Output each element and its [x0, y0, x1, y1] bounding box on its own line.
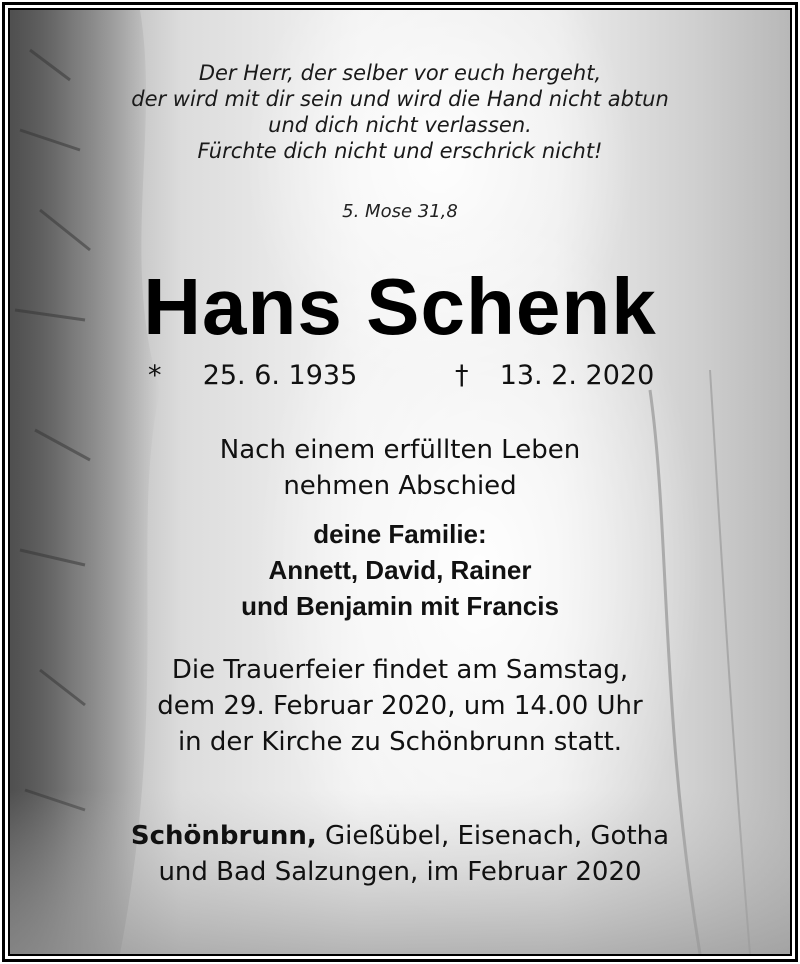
first-place: Schönbrunn,	[130, 821, 317, 851]
service-line: in der Kirche zu Schönbrunn statt.	[177, 727, 623, 757]
places-line	[10, 818, 790, 854]
service-line: dem 29. Februar 2020, um 14.00 Uhr	[157, 691, 643, 721]
verse-reference: 5. Mose 31,8	[342, 201, 458, 222]
farewell-text	[10, 432, 790, 504]
family-line: deine Familie:	[313, 519, 487, 549]
notice-content	[10, 10, 790, 954]
farewell-line: Nach einem erfüllten Leben	[219, 435, 581, 465]
places-line: und Bad Salzungen, im Februar 2020	[158, 857, 642, 887]
service-line: Die Trauerfeier findet am Samstag,	[171, 655, 629, 685]
family-line: und Benjamin mit Francis	[241, 591, 559, 621]
other-places: Gießübel, Eisenach, Gotha	[316, 821, 670, 851]
verse-line: Fürchte dich nicht und erschrick nicht!	[197, 139, 603, 163]
bible-verse	[10, 60, 790, 164]
family-line: Annett, David, Rainer	[268, 555, 532, 585]
birth-date: 25. 6. 1935	[202, 360, 358, 391]
verse-line: Der Herr, der selber vor euch hergeht,	[198, 61, 602, 85]
deceased-name: Hans Schenk	[143, 262, 657, 351]
verse-line: der wird mit dir sein und wird die Hand nicht abtun	[131, 87, 669, 111]
obituary-notice	[8, 8, 792, 956]
death-date-line	[455, 360, 654, 391]
funeral-service-info	[10, 652, 790, 760]
family-names	[10, 516, 790, 624]
death-date: 13. 2. 2020	[499, 360, 655, 391]
birth-date-line	[148, 360, 357, 391]
birth-symbol: *	[148, 360, 162, 391]
farewell-line: nehmen Abschied	[283, 471, 517, 501]
death-symbol: †	[455, 360, 469, 391]
verse-line: und dich nicht verlassen.	[268, 113, 532, 137]
places-and-date	[10, 818, 790, 890]
